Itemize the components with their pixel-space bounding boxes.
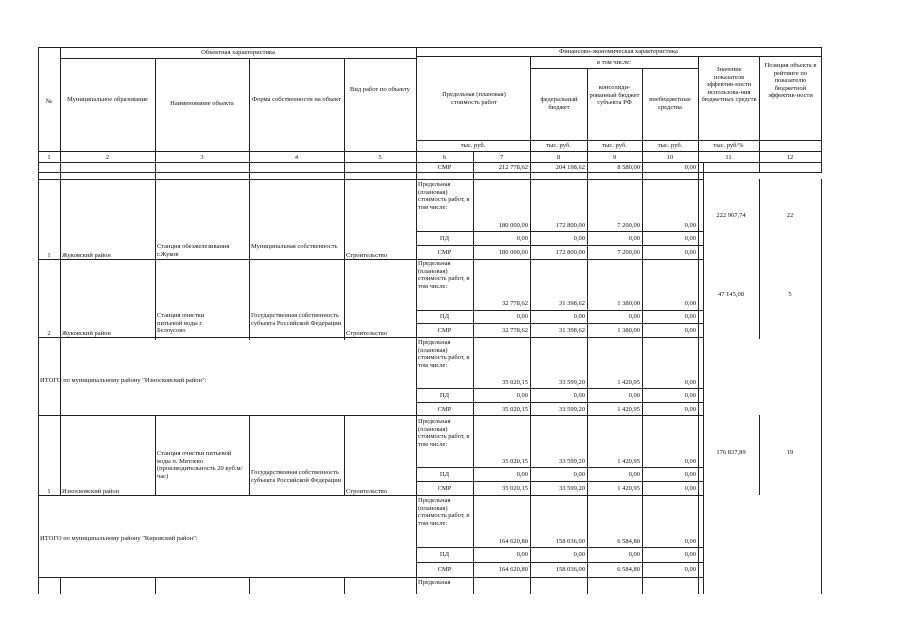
cell-value: 0,00 (628, 471, 640, 478)
cell-value: 31 398,62 (559, 300, 585, 307)
pd-label: ПД (439, 471, 450, 478)
cell-value: 6 584,80 (617, 566, 640, 573)
object-name: Станция очистки питьевой воды г. Белоусово (157, 312, 205, 335)
cell-value: 0,00 (628, 551, 640, 558)
cell-value: 33 599,20 (559, 406, 585, 413)
cell-value: 0,00 (684, 458, 696, 465)
unit-extra: тыс. руб. (657, 142, 683, 149)
cell-value: 164 620,80 (498, 538, 528, 545)
rating-position: 22 (786, 212, 794, 219)
cell-value: 0,00 (684, 379, 696, 386)
header-object-characteristic: Объектная характеристика (201, 49, 275, 56)
header-financial-characteristic: Финансово-экономическая характеристика (559, 48, 678, 55)
cell-value: 1 420,95 (617, 406, 640, 413)
rating-position: 19 (786, 449, 794, 456)
ownership-form: Государственная собственность субъекта Российской Федерации (251, 312, 342, 327)
header-col-federal: федеральный бюджет (540, 96, 578, 111)
cell-value: 1 420,95 (617, 485, 640, 492)
row-type-label: СМР (437, 164, 452, 171)
object-name: Станция очистки питьевой воды п. Мятлево (производительность 20 куб.м/час) (157, 450, 243, 480)
cell-value: 35 020,15 (502, 406, 528, 413)
cell-value: 8 580,00 (617, 164, 640, 171)
col-number: 11 (725, 154, 732, 161)
cell-value: 0,00 (684, 551, 696, 558)
cell-value: 0,00 (684, 235, 696, 242)
cell-value: 0,00 (573, 235, 585, 242)
col-number: 7 (499, 154, 504, 161)
smr-label: СМР (437, 566, 452, 573)
col-number: 2 (105, 154, 110, 161)
row-number: 1 (47, 252, 51, 259)
cell-value: 1 420,95 (617, 379, 640, 386)
cell-value: 0,00 (684, 392, 696, 399)
header-including: в том числе: (597, 59, 631, 66)
unit-federal: тыс. руб. (546, 142, 571, 149)
header-col-position: Позиция объекта в рейтинге по показателю бюджетной эффектив-ности (764, 62, 817, 100)
cell-value: 0,00 (684, 406, 696, 413)
efficiency-value: 222 967,74 (716, 212, 746, 219)
cost-including-label: Предельная (плановая) стоимость работ, в том числе: (418, 497, 470, 527)
cell-value: 6 584,80 (617, 538, 640, 545)
col-number: 12 (786, 154, 794, 161)
cell-value: 180 000,00 (498, 249, 528, 256)
col-number: 6 (442, 154, 447, 161)
rating-position: 5 (788, 291, 792, 298)
cell-value: 7 200,00 (617, 249, 640, 256)
header-col-ownership: Форма собственности на объект (252, 96, 341, 103)
cell-value: 1 380,00 (617, 300, 640, 307)
row-number: 1 (47, 488, 51, 495)
work-type: Строительство (346, 252, 388, 259)
col-number: 10 (666, 154, 674, 161)
cell-value: 1 380,00 (617, 327, 640, 334)
row-number: 2 (47, 330, 51, 337)
cell-value: 0,00 (516, 471, 528, 478)
cell-value: 158 036,00 (555, 538, 585, 545)
cell-value: 0,00 (684, 327, 696, 334)
total-label: ИТОГО по муниципальному району "Износковский район": (40, 377, 207, 384)
cell-value: 35 020,15 (502, 458, 528, 465)
cell-value: 0,00 (684, 471, 696, 478)
cell-value: 204 198,62 (555, 164, 585, 171)
cell-value: 31 398,62 (559, 327, 585, 334)
pd-label: ПД (439, 235, 450, 242)
cost-label-partial: Предельная (418, 579, 451, 586)
cell-value: 32 778,62 (502, 327, 528, 334)
cell-value: 33 599,20 (559, 485, 585, 492)
cell-value: 0,00 (573, 313, 585, 320)
cell-value: 0,00 (573, 471, 585, 478)
cell-value: 212 778,62 (498, 164, 528, 171)
cell-value: 0,00 (684, 300, 696, 307)
cell-value: 172 800,00 (555, 249, 585, 256)
work-type: Строительство (346, 488, 388, 495)
cost-including-label: Предельная (плановая) стоимость работ, в том числе: (418, 181, 470, 211)
cell-value: 164 620,80 (498, 566, 528, 573)
cell-value: 0,00 (573, 551, 585, 558)
col-number: 1 (47, 154, 51, 161)
efficiency-value: 47 145,08 (718, 291, 744, 298)
cell-value: 0,00 (684, 313, 696, 320)
cell-value: 0,00 (684, 164, 696, 171)
cell-value: 0,00 (516, 551, 528, 558)
smr-label: СМР (437, 406, 452, 413)
cell-value: 0,00 (516, 235, 528, 242)
total-label: ИТОГО по муниципальному району "Кировский район": (40, 535, 198, 542)
header-col-cost: Предельная (плановая) стоимость работ (442, 91, 506, 106)
col-number: 5 (378, 154, 382, 161)
smr-label: СМР (437, 327, 452, 334)
cell-value: 33 599,20 (559, 458, 585, 465)
pd-label: ПД (439, 551, 450, 558)
smr-label: СМР (437, 485, 452, 492)
ownership-form: Государственная собственность субъекта Российской Федерации (251, 469, 342, 484)
cost-including-label: Предельная (плановая) стоимость работ, в том числе: (418, 339, 470, 369)
col-number: 4 (294, 154, 299, 161)
col-number: 8 (556, 154, 561, 161)
cell-value: 0,00 (628, 392, 640, 399)
cell-value: 33 599,20 (559, 379, 585, 386)
efficiency-value: 176 837,89 (716, 449, 746, 456)
unit-cost: тыс. руб. (460, 142, 486, 149)
cell-value: 0,00 (573, 392, 585, 399)
header-col-work-type: Вид работ по объекту (350, 86, 410, 93)
cell-value: 0,00 (684, 485, 696, 492)
cell-value: 0,00 (516, 392, 528, 399)
cell-value: 0,00 (628, 235, 640, 242)
cell-value: 0,00 (684, 538, 696, 545)
cell-value: 7 200,00 (617, 222, 640, 229)
header-col-object-name: Наименование объекта (170, 100, 234, 107)
municipality-name: Жуковский район (62, 330, 111, 337)
unit-consolidated: тыс. руб. (602, 142, 627, 149)
col-number: 9 (612, 154, 617, 161)
header-col-municipality: Муниципальное образование (67, 96, 148, 103)
cell-value: 35 020,15 (502, 485, 528, 492)
header-col-no: № (45, 98, 53, 105)
cost-including-label: Предельная (плановая) стоимость работ, в том числе: (418, 260, 470, 290)
work-type: Строительство (346, 330, 388, 337)
pd-label: ПД (439, 313, 450, 320)
cost-including-label: Предельная (плановая) стоимость работ, в том числе: (418, 418, 470, 448)
ownership-form: Муниципальная собственность (251, 243, 338, 250)
cell-value: 35 020,15 (502, 379, 528, 386)
cell-value: 32 778,62 (502, 300, 528, 307)
header-col-consolidated: консолиди-рованный бюджет субъекта РФ (589, 84, 640, 107)
municipality-name: Износковский район (62, 488, 120, 495)
cell-value: 0,00 (516, 313, 528, 320)
header-col-extra: внебюджетные средства (649, 96, 691, 111)
cell-value: 1 420,95 (617, 458, 640, 465)
cell-value: 0,00 (684, 249, 696, 256)
cell-value: 0,00 (684, 222, 696, 229)
col-number: 3 (200, 154, 204, 161)
smr-label: СМР (437, 249, 452, 256)
cell-value: 0,00 (684, 566, 696, 573)
cell-value: 158 036,00 (555, 566, 585, 573)
municipality-name: Жуковский район (62, 252, 111, 259)
object-name: Станция обезжелезивания г.Жуков (157, 243, 230, 258)
cell-value: 0,00 (628, 313, 640, 320)
unit-efficiency: тыс. руб/% (713, 142, 744, 149)
cell-value: 172 800,00 (555, 222, 585, 229)
header-col-efficiency: Значение показателя эффектив-ности использова-ния бюджетных средств (701, 66, 757, 104)
pd-label: ПД (439, 392, 450, 399)
cell-value: 180 000,00 (498, 222, 528, 229)
